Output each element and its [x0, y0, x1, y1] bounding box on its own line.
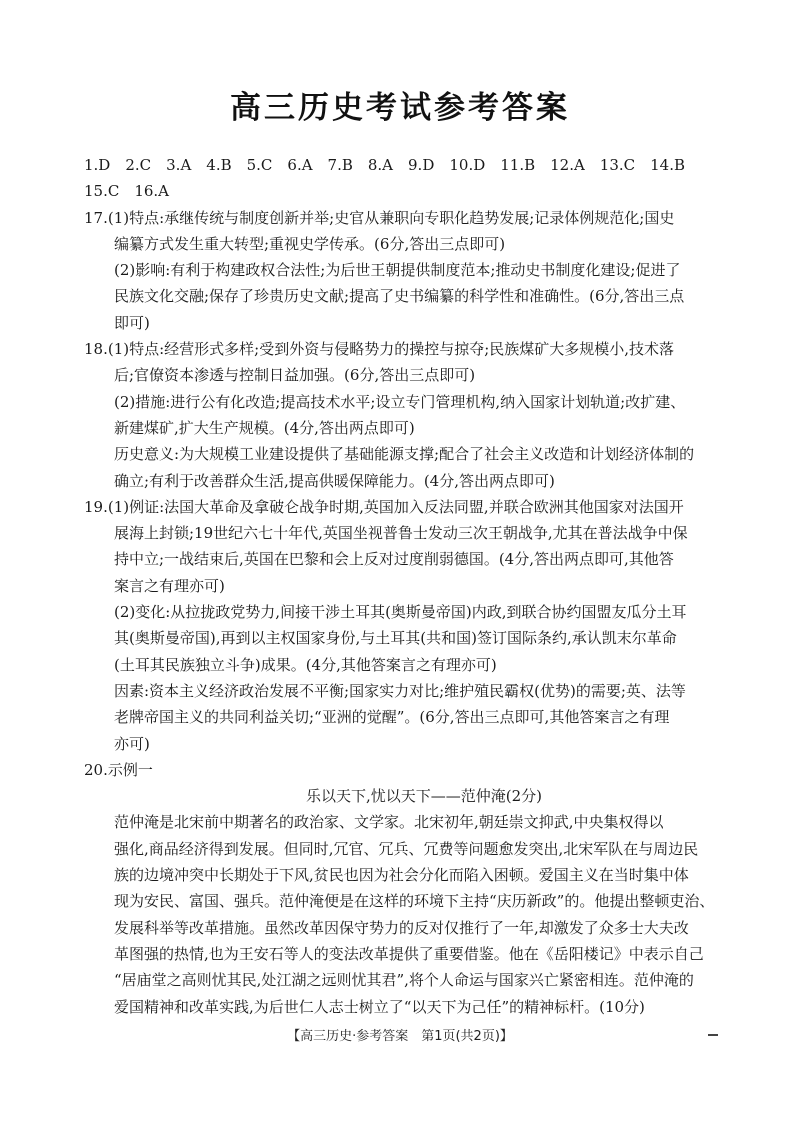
- answer-line: 后;官僚资本渗透与控制日益加强。(6分,答出三点即可): [114, 366, 476, 385]
- answer-line: 乐以天下,忧以天下——范仲淹(2分): [305, 787, 543, 806]
- answer-line: 其(奥斯曼帝国),再到以主权国家身份,与土耳其(共和国)签订国际条约,承认凯末尔革命: [114, 629, 677, 648]
- answer-line: 20.示例一: [84, 760, 153, 779]
- answer-line: 民族文化交融;保存了珍贵历史文献;提高了史书编纂的科学性和准确性。(6分,答出三点: [114, 287, 685, 306]
- answer-line: 发展科举等改革措施。虽然改革因保守势力的反对仅推行了一年,却激发了众多士大夫改: [114, 918, 689, 937]
- answer-line: 展海上封锁;19世纪六七十年代,英国坐视普鲁士发动三次王朝战争,尤其在普法战争中保: [114, 524, 688, 543]
- answer-line: (2)措施:进行公有化改造;提高技术水平;设立专门管理机构,纳入国家计划轨道;改扩建、: [114, 392, 686, 411]
- answer-line: 爱国精神和改革实践,为后世仁人志士树立了“以天下为己任”的精神标杆。(10分): [114, 997, 645, 1016]
- answer-line: 持中立;一战结束后,英国在巴黎和会上反对过度削弱德国。(4分,答出两点即可,其他答: [114, 550, 674, 569]
- answer-line: 革图强的热情,也为王安石等人的变法改革提供了重要借鉴。他在《岳阳楼记》中表示自己: [114, 944, 704, 963]
- answer-line: 现为安民、富国、强兵。范仲淹便是在这样的环境下主持“庆历新政”的。他提出整顿吏治、: [114, 892, 715, 911]
- answer-line: (土耳其民族独立斗争)成果。(4分,其他答案言之有理亦可): [114, 655, 497, 674]
- answer-line: “居庙堂之高则忧其民,处江湖之远则忧其君”,将个人命运与国家兴亡紧密相连。范仲淹的: [114, 971, 694, 990]
- answer-line: 强化,商品经济得到发展。但同时,冗官、冗兵、冗费等问题愈发突出,北宋军队在与周边民: [114, 839, 699, 858]
- answer-content: [84, 152, 724, 1020]
- corner-mark: [708, 1034, 718, 1036]
- answer-line: 编纂方式发生重大转型;重视史学传承。(6分,答出三点即可): [114, 234, 506, 253]
- answer-line: 即可): [114, 313, 150, 332]
- answer-line: 族的边境冲突中长期处于下风,贫民也因为社会分化而陷入困顿。爱国主义在当时集中体: [114, 866, 689, 885]
- answer-line: (2)变化:从拉拢政党势力,间接干涉土耳其(奥斯曼帝国)内政,到联合协约国盟友瓜分土耳: [114, 603, 687, 622]
- answer-line: 新建煤矿,扩大生产规模。(4分,答出两点即可): [114, 418, 415, 437]
- answer-line: 案言之有理亦可): [114, 576, 225, 595]
- answer-line: 范仲淹是北宋前中期著名的政治家、文学家。北宋初年,朝廷崇文抑武,中央集权得以: [114, 813, 664, 832]
- answer-line: 因素:资本主义经济政治发展不平衡;国家实力对比;维护殖民霸权(优势)的需要;英、法等: [114, 681, 686, 700]
- answer-line: 18.(1)特点:经营形式多样;受到外资与侵略势力的操控与掠夺;民族煤矿大多规模小,技术落: [84, 340, 675, 359]
- answer-line: 亦可): [114, 734, 150, 753]
- answer-line: 历史意义:为大规模工业建设提供了基础能源支撑;配合了社会主义改造和计划经济体制的: [114, 445, 695, 464]
- answer-line: 19.(1)例证:法国大革命及拿破仑战争时期,英国加入反法同盟,并联合欧洲其他国家对法国开: [84, 497, 684, 516]
- answer-line: 老牌帝国主义的共同利益关切;“亚洲的觉醒”。(6分,答出三点即可,其他答案言之有理: [114, 708, 670, 727]
- answer-line: 17.(1)特点:承继传统与制度创新并举;史官从兼职向专职化趋势发展;记录体例规范化;国史: [84, 208, 675, 227]
- page-title: 高三历史考试参考答案: [230, 90, 570, 126]
- answer-line: 确立;有利于改善群众生活,提高供暖保障能力。(4分,答出两点即可): [114, 471, 555, 490]
- answer-line: 15.C 16.A: [84, 182, 170, 201]
- answer-line: 1.D 2.C 3.A 4.B 5.C 6.A 7.B 8.A 9.D 10.D 11.B 12.A 13.C 14.B: [84, 156, 686, 174]
- answer-line: (2)影响:有利于构建政权合法性;为后世王朝提供制度范本;推动史书制度化建设;促进了: [114, 261, 681, 280]
- page-footer: 【高三历史·参考答案 第1页(共2页)】: [287, 1029, 513, 1044]
